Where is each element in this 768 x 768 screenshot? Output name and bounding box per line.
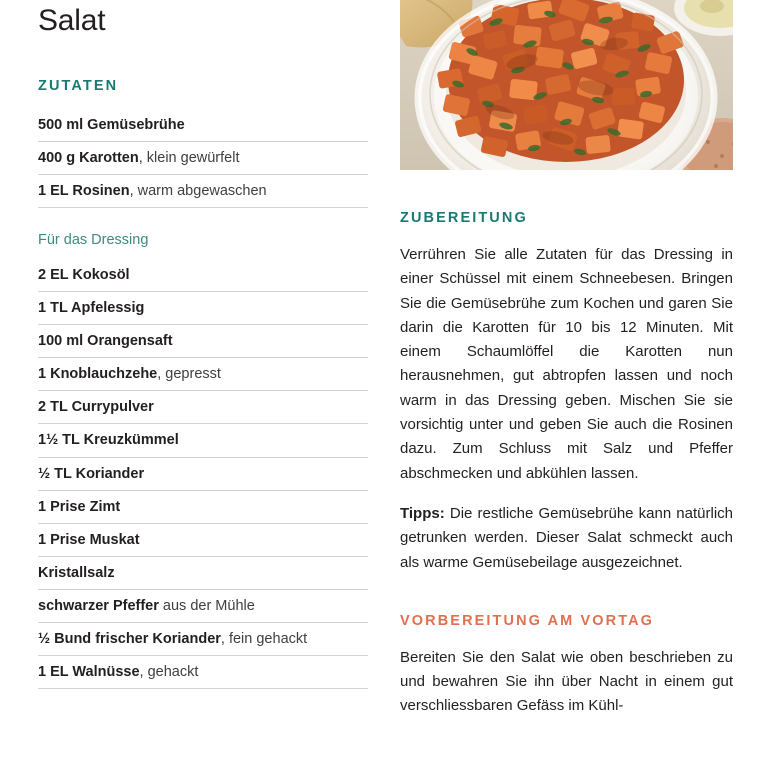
dressing-subheading: Für das Dressing <box>38 232 149 249</box>
ingredient-note: , fein gehackt <box>220 631 308 648</box>
preparation-heading: ZUBEREITUNG <box>400 210 528 226</box>
list-item <box>38 656 368 689</box>
list-item <box>38 358 368 391</box>
ingredient-amount: Kristallsalz <box>38 564 115 581</box>
ingredient-list-dressing <box>38 259 368 690</box>
ingredients-column <box>38 0 368 689</box>
list-item <box>38 175 368 208</box>
list-item <box>38 424 368 457</box>
list-item <box>38 259 368 292</box>
ingredients-heading: ZUTATEN <box>38 78 119 94</box>
list-item <box>38 623 368 656</box>
ingredient-note: , gepresst <box>157 366 221 383</box>
ingredient-amount: 1 Prise Zimt <box>38 498 121 515</box>
list-item <box>38 491 368 524</box>
ingredient-amount: 1 EL Walnüsse <box>38 664 140 681</box>
ingredient-amount: 1 Prise Muskat <box>38 531 140 548</box>
ingredient-amount: 2 EL Kokosöl <box>38 266 130 283</box>
list-item <box>38 557 368 590</box>
advance-prep-paragraph: Bereiten Sie den Salat wie oben beschrieben zu und bewahren Sie ihn über Nacht in einem gut verschliessbaren Gefäss im Kühl- <box>400 648 733 715</box>
list-item <box>38 292 368 325</box>
ingredient-amount: 1 EL Rosinen <box>38 183 130 200</box>
list-item <box>38 391 368 424</box>
ingredient-amount: 500 ml Gemüsebrühe <box>38 117 185 133</box>
ingredient-note: aus der Mühle <box>158 598 255 615</box>
tips-paragraph <box>400 502 733 575</box>
tips-label: Tipps: <box>400 504 445 522</box>
list-item <box>38 142 368 175</box>
advance-prep-heading: VORBEREITUNG AM VORTAG <box>400 612 655 629</box>
tips-text: Die restliche Gemüsebrühe kann natürlich getrunken werden. Dieser Salat schmeckt auch als warme Gemüsebeilage ausgezeichnet. <box>400 504 733 571</box>
list-item <box>38 458 368 491</box>
list-item <box>38 590 368 623</box>
page-title: Salat <box>38 4 106 37</box>
ingredient-amount: 2 TL Currypulver <box>38 399 154 416</box>
ingredient-note: , klein gewürfelt <box>138 150 240 167</box>
ingredient-amount: 1 TL Apfelessig <box>38 299 145 316</box>
recipe-photo <box>400 0 733 170</box>
list-item <box>38 325 368 358</box>
ingredient-note: , gehackt <box>139 664 199 681</box>
ingredient-amount: ½ TL Koriander <box>38 465 145 482</box>
list-item <box>38 524 368 557</box>
ingredient-amount: schwarzer Pfeffer <box>38 598 159 615</box>
ingredient-amount: 400 g Karotten <box>38 150 139 167</box>
preparation-column <box>400 0 733 719</box>
ingredient-amount: 1½ TL Kreuzkümmel <box>38 432 179 449</box>
ingredient-amount: 1 Knoblauchzehe <box>38 366 158 383</box>
ingredient-list-primary <box>38 109 368 208</box>
list-item <box>38 109 368 142</box>
ingredient-amount: 100 ml Orangensaft <box>38 333 173 350</box>
ingredient-amount: ½ Bund frischer Koriander <box>38 631 221 648</box>
preparation-paragraph: Verrühren Sie alle Zutaten für das Dressing in einer Schüssel mit einem Schneebesen. Bringen Sie die Gemüsebrühe zum Kochen und garen Sie darin die Karotten für 10 bis 12 Minuten. Mit einem Schaumlöffel die Karotten nun herausnehmen, gut abtropfen lassen und noch warm in das Dressing geben. Mischen Sie sie vorsichtig unter und geben Sie auch die Rosinen dazu. Zum Schluss mit Salz und Pfeffer abschmecken und abkühlen lassen. <box>400 246 733 482</box>
ingredient-note: , warm abgewaschen <box>129 183 267 200</box>
carrot-salad-illustration <box>400 0 733 170</box>
